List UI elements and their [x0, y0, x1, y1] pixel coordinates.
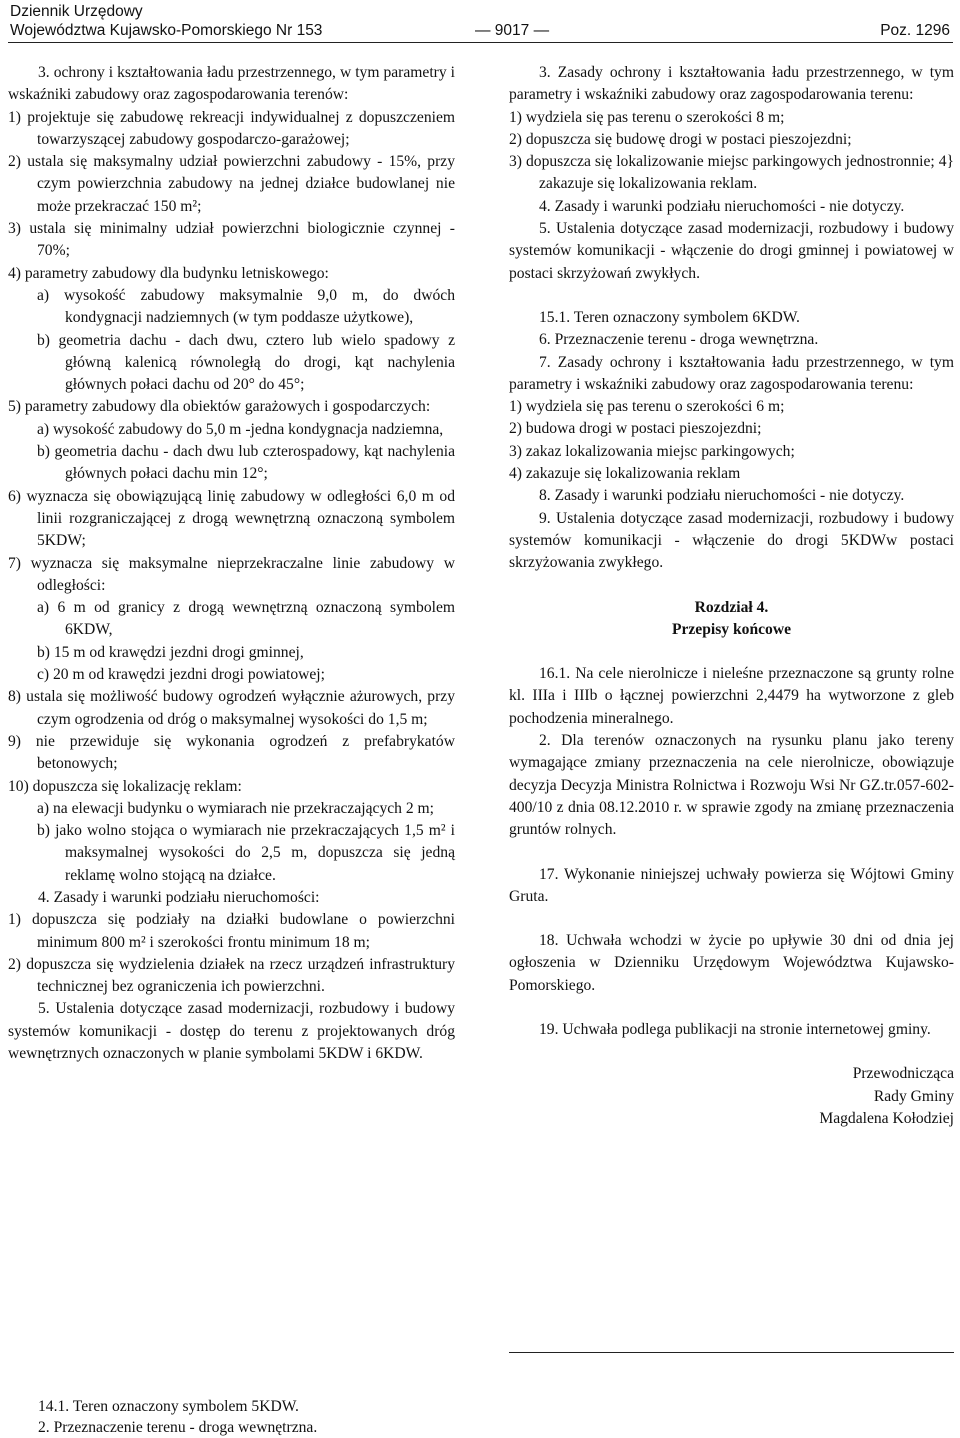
right-paragraph: 2) budowa drogi w postaci pieszojezdni; — [509, 420, 762, 438]
left-paragraph: 10) dopuszcza się lokalizację reklam: — [8, 777, 242, 795]
position-number: Poz. 1296 — [880, 22, 950, 39]
spacer — [509, 575, 954, 597]
header-rule — [8, 42, 953, 43]
left-paragraph: c) 20 m od krawędzi jezdni drogi powiatowej; — [37, 666, 325, 684]
right-paragraph: 1) wydziela się pas terenu o szerokości 8 m; — [509, 108, 785, 126]
right-paragraph: 2. Dla terenów oznaczonych na rysunku planu jako tereny wymagające zmiany przeznaczenia na cele nierolnicze, obowiązuje decyzja Decyzja Ministra Rolnictwa i Rozwoju Wsi Nr GZ.tr.057-602-400/10 z dnia 08.12.2010 r. w sprawie zgody na zmianę przeznaczenia gruntów rolnych. — [509, 732, 954, 839]
left-paragraph: 3) ustala się minimalny udział powierzchni biologicznie czynnej - 70%; — [8, 220, 455, 260]
signature-rule — [509, 1352, 954, 1353]
left-paragraph: 1) projektuje się zabudowę rekreacji indywidualnej z dopuszczeniem towarzyszącej zabudowy gospodarczo-garażowej; — [8, 108, 455, 148]
right-paragraph: 2) dopuszcza się budowę drogi w postaci pieszojezdni; — [509, 130, 852, 148]
right-paragraph: 16.1. Na cele nierolnicze i nieleśne przeznaczone są grunty rolne kl. IIIa i IIIb o łącznej powierzchni 2,4479 ha wytworzone z gleb pochodzenia mineralnego. — [509, 665, 954, 727]
spacer — [509, 842, 954, 864]
left-paragraph: 8) ustala się możliwość budowy ogrodzeń wyłącznie ażurowych, przy czym ogrodzenia od dróg o maksymalnej wysokości do 1,5 m; — [8, 688, 455, 728]
right-paragraph: 3. Zasady ochrony i kształtowania ładu przestrzennego, w tym parametry i wskaźniki zabudowy oraz zagospodarowania terenu: — [509, 64, 954, 104]
left-paragraph: 4. Zasady i warunki podziału nieruchomości: — [38, 888, 320, 906]
right-paragraph: 1) wydziela się pas terenu o szerokości 6 m; — [509, 398, 785, 416]
left-paragraph: b) geometria dachu - dach dwu, cztero lub wielo spadowy z główną kalenicą równoległą do drogi, kąt nachylenia głównych połaci dachu od 20° do 45°; — [37, 331, 455, 394]
left-paragraph: 6) wyznacza się obowiązującą linię zabudowy w odległości 6,0 m od linii rozgraniczającej z drogą wewnętrzną oznaczoną symbolem 5KDW; — [8, 487, 455, 550]
left-paragraph: b) geometria dachu - dach dwu lub czterospadowy, kąt nachylenia głównych połaci dachu min 12°; — [37, 443, 455, 483]
left-paragraph: b) jako wolno stojąca o wymiarach nie przekraczających 1,5 m² i maksymalnej wysokości do 2,5 m, dopuszcza się jedną reklamę wolno stojącą na działce. — [37, 822, 455, 884]
journal-title: Dziennik Urzędowy — [10, 3, 143, 20]
right-paragraph: 19. Uchwała podlega publikacji na stronie internetowej gminy. — [539, 1020, 931, 1038]
spacer — [509, 641, 954, 663]
right-paragraph: 6. Przeznaczenie terenu - droga wewnętrzna. — [539, 331, 819, 349]
page-number: — 9017 — — [475, 22, 550, 39]
signature-line: Przewodnicząca — [852, 1065, 954, 1083]
left-paragraph: 3. ochrony i kształtowania ładu przestrzennego, w tym parametry i wskaźniki zabudowy oraz zagospodarowania terenów: — [8, 64, 455, 104]
footer-line: 2. Przeznaczenie terenu - droga wewnętrzna. — [38, 1419, 318, 1436]
right-paragraph: 8. Zasady i warunki podziału nieruchomości - nie dotyczy. — [539, 487, 905, 505]
right-paragraph: 4. Zasady i warunki podziału nieruchomości - nie dotyczy. — [539, 197, 905, 215]
right-paragraph: 4) zakazuje się lokalizowania reklam — [509, 465, 741, 483]
left-paragraph: a) wysokość zabudowy maksymalnie 9,0 m, do dwóch kondygnacji nadziemnych (w tym poddasze użytkowe), — [37, 286, 455, 327]
spacer — [509, 1041, 954, 1063]
page-header — [8, 0, 952, 44]
left-paragraph: 4) parametry zabudowy dla budynku letniskowego: — [8, 264, 329, 282]
signature-line: Rady Gminy — [873, 1087, 954, 1105]
right-paragraph: 18. Uchwała wchodzi w życie po upływie 30 dni od dnia jej ogłoszenia w Dzienniku Urzędowym Województwa Kujawsko-Pomorskiego. — [509, 932, 954, 994]
left-paragraph: a) na elewacji budynku o wymiarach nie przekraczających 2 m; — [37, 799, 435, 817]
left-paragraph: 2) dopuszcza się wydzielenia działek na rzecz urządzeń infrastruktury technicznej bez ograniczenia ich powierzchni. — [8, 955, 455, 996]
footer-text — [8, 1396, 455, 1438]
signature-line: Magdalena Kołodziej — [819, 1109, 954, 1127]
journal-issue-line — [10, 21, 950, 40]
left-paragraph: 2) ustala się maksymalny udział powierzchni zabudowy - 15%, przy czym powierzchnia zabudowy na jednej działce budowlanej nie może przekraczać 150 m²; — [8, 153, 455, 215]
section-heading: Przepisy końcowe — [671, 620, 792, 638]
section-heading: Rozdział 4. — [694, 598, 769, 616]
left-paragraph: 1) dopuszcza się podziały na działki budowlane o powierzchni minimum 800 m² i szerokości frontu minimum 18 m; — [8, 911, 455, 951]
right-paragraph: 3) dopuszcza się lokalizowanie miejsc parkingowych jednostronnie; 4} zakazuje się lokalizowania reklam. — [509, 153, 954, 193]
left-column — [8, 62, 455, 1065]
right-paragraph: 15.1. Teren oznaczony symbolem 6KDW. — [539, 308, 800, 326]
right-paragraph: 7. Zasady ochrony i kształtowania ładu przestrzennego, w tym parametry i wskaźniki zabudowy oraz zagospodarowania terenu: — [509, 353, 954, 393]
left-paragraph: 9) nie przewiduje się wykonania ogrodzeń z prefabrykatów betonowych; — [8, 732, 455, 773]
left-paragraph: 5) parametry zabudowy dla obiektów garażowych i gospodarczych: — [8, 398, 431, 416]
spacer — [509, 285, 954, 307]
spacer — [509, 908, 954, 930]
right-paragraph: 5. Ustalenia dotyczące zasad modernizacji, rozbudowy i budowy systemów komunikacji - włączenie do drogi gminnej i powiatowej w postaci skrzyżowań zwykłych. — [509, 220, 954, 282]
left-paragraph: b) 15 m od krawędzi jezdni drogi gminnej, — [37, 643, 304, 661]
right-paragraph: 17. Wykonanie niniejszej uchwały powierza się Wójtowi Gminy Gruta. — [509, 865, 954, 905]
left-paragraph: 7) wyznacza się maksymalne nieprzekraczalne linie zabudowy w odległości: — [8, 554, 455, 594]
footer-line: 14.1. Teren oznaczony symbolem 5KDW. — [38, 1398, 299, 1415]
left-paragraph: 5. Ustalenia dotyczące zasad modernizacji, rozbudowy i budowy systemów komunikacji - dostęp do terenu z projektowanych dróg wewnętrznych oznaczonych w planie symbolami 5KDW i 6KDW. — [8, 1000, 455, 1063]
left-paragraph: a) wysokość zabudowy do 5,0 m -jedna kondygnacja nadziemna, — [37, 420, 444, 438]
journal-issue: Województwa Kujawsko-Pomorskiego Nr 153 — [10, 22, 323, 39]
right-paragraph: 3) zakaz lokalizowania miejsc parkingowych; — [509, 442, 795, 460]
left-paragraph: a) 6 m od granicy z drogą wewnętrzną oznaczoną symbolem 6KDW, — [37, 599, 455, 639]
spacer — [509, 997, 954, 1019]
right-column — [509, 62, 954, 1130]
right-paragraph: 9. Ustalenia dotyczące zasad modernizacji, rozbudowy i budowy systemów komunikacji - włączenie do drogi 5KDWw postaci skrzyżowania zwykłego. — [509, 509, 954, 572]
